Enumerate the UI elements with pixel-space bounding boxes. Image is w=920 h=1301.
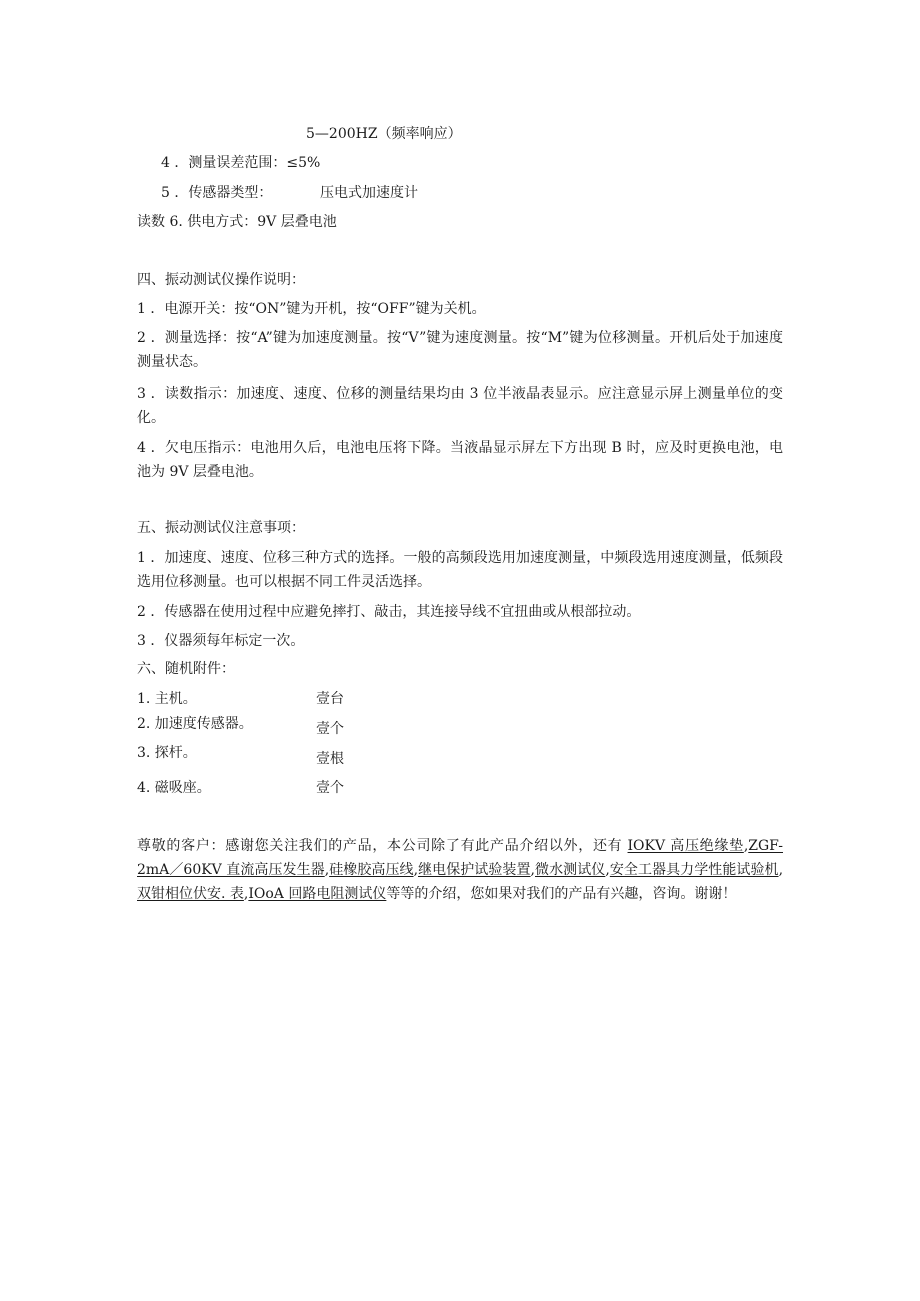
accessory-name: 4. 磁吸座。 [137, 780, 211, 796]
spec-sensor-type-value: 压电式加速度计 [320, 185, 418, 201]
link-separator: , [413, 862, 419, 878]
product-link-silicone-hv-cable[interactable]: 硅橡胶高压线 [329, 862, 414, 878]
accessory-qty: 壹根 [316, 751, 344, 767]
product-link-phase-volt-ampere-meter[interactable]: 双钳相位伏安. 表 [137, 886, 244, 902]
operation-item-1: 1 ．电源开关：按“ON”键为开机，按“OFF”键为关机。 [137, 301, 486, 317]
product-link-loop-resistance-tester[interactable]: IOoA 回路电阻测试仪 [248, 886, 387, 902]
accessory-name: 3. 探杆。 [137, 745, 197, 761]
product-link-dc-hv-generator[interactable]: ZGF-2mA／60KV 直流高压发生器 [137, 838, 783, 878]
spec-sensor-type-label: 5 ．传感器类型： [161, 185, 273, 201]
link-separator: , [324, 862, 330, 878]
operation-item-3: 3 ．读数指示：加速度、速度、位移的测量结果均由 3 位半液晶表显示。应注意显示屏上测量单位的变化。 [137, 386, 783, 426]
product-link-insulation-mat[interactable]: IOKV 高压绝缘垫 [627, 838, 744, 854]
closing-paragraph [137, 834, 783, 906]
notes-item-3: 3 ．仪器须每年标定一次。 [137, 633, 305, 649]
operation-heading: 四、振动测试仪操作说明： [137, 272, 305, 288]
product-link-safety-tool-tester[interactable]: 安全工器具力学性能试验机 [609, 862, 779, 878]
spec-power-supply: 读数 6. 供电方式：9V 层叠电池 [137, 214, 337, 230]
spec-measurement-error: 4 ．测量误差范围：≤5% [161, 155, 321, 171]
operation-item-2: 2 ．测量选择：按“A”键为加速度测量。按“V”键为速度测量。按“M”键为位移测量。开机后处于加速度测量状态。 [137, 330, 783, 370]
notes-item-2: 2 ．传感器在使用过程中应避免摔打、敲击，其连接导线不宜扭曲或从根部拉动。 [137, 604, 641, 620]
notes-heading: 五、振动测试仪注意事项： [137, 520, 305, 536]
accessory-qty: 壹个 [316, 780, 344, 796]
operation-item-4: 4 ．欠电压指示：电池用久后，电池电压将下降。当液晶显示屏左下方出现 B 时，应及时更换电池，电池为 9V 层叠电池。 [137, 440, 783, 480]
accessory-name: 1. 主机。 [137, 691, 197, 707]
notes-item-1: 1 ．加速度、速度、位移三种方式的选择。一般的高频段选用加速度测量，中频段选用速度测量，低频段选用位移测量。也可以根据不同工件灵活选择。 [137, 550, 783, 590]
accessories-heading: 六、随机附件： [137, 661, 235, 677]
product-link-micro-water-tester[interactable]: 微水测试仪 [535, 862, 606, 878]
link-separator: , [743, 838, 749, 854]
link-separator: , [605, 862, 610, 878]
link-separator: , [778, 862, 784, 878]
link-separator: , [530, 862, 535, 878]
closing-intro: 尊敬的客户：感谢您关注我们的产品，本公司除了有此产品介绍以外，还有 [137, 838, 628, 854]
accessory-name: 2. 加速度传感器。 [137, 716, 253, 732]
accessory-qty: 壹台 [316, 691, 344, 707]
link-separator: , [243, 886, 249, 902]
spec-frequency-response: 5—200HZ（频率响应） [306, 126, 462, 142]
product-link-relay-protection-tester[interactable]: 继电保护试验装置 [418, 862, 531, 878]
accessory-qty: 壹个 [316, 721, 344, 737]
closing-outro: 等等的介绍，您如果对我们的产品有兴趣，咨询。谢谢！ [386, 886, 737, 902]
